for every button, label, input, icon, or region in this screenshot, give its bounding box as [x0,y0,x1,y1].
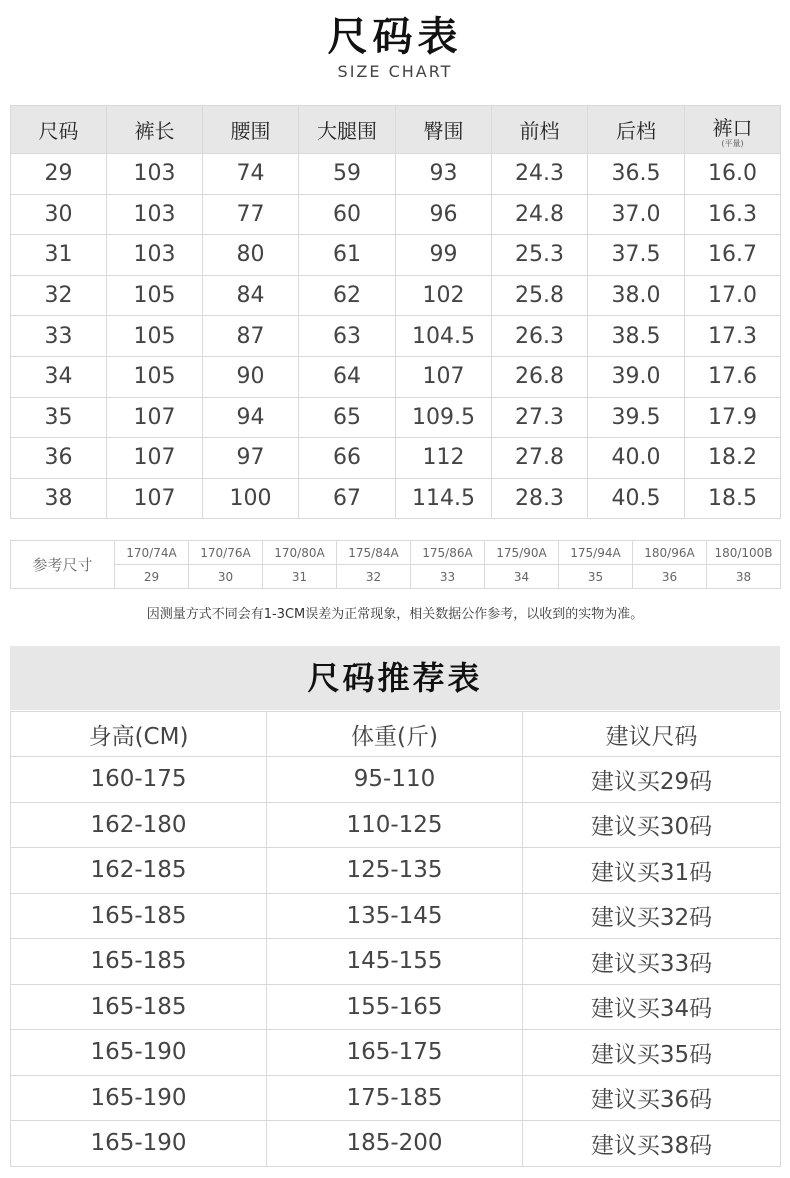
column-header: 裤长 [107,106,203,154]
table-cell: 24.8 [492,194,588,235]
table-cell: 114.5 [396,478,492,519]
table-row [11,1121,781,1167]
table-row [11,939,781,985]
reference-size-cell: 35 [559,565,633,589]
table-cell: 175-185 [267,1075,523,1121]
table-cell: 84 [203,275,299,316]
table-cell: 66 [299,438,396,479]
table-row [11,275,781,316]
table-cell: 105 [107,316,203,357]
size-chart-header-row [11,106,781,154]
table-cell: 24.3 [492,154,588,195]
column-header: 建议尺码 [523,712,781,757]
table-cell: 36.5 [588,154,685,195]
table-row [11,154,781,195]
column-header: 尺码 [11,106,107,154]
table-cell: 102 [396,275,492,316]
table-cell: 37.5 [588,235,685,276]
column-header: 身高(CM) [11,712,267,757]
table-cell: 建议买32码 [523,893,781,939]
recommend-title: 尺码推荐表 [10,646,780,710]
table-cell: 96 [396,194,492,235]
table-cell: 29 [11,154,107,195]
reference-size-table [10,540,781,589]
table-cell: 107 [107,478,203,519]
column-header-note: (平量) [721,138,744,148]
reference-height-cell: 180/100B [707,541,781,565]
table-cell: 37.0 [588,194,685,235]
reference-size-cell: 36 [633,565,707,589]
table-cell: 39.0 [588,356,685,397]
table-cell: 62 [299,275,396,316]
table-cell: 建议买29码 [523,757,781,803]
table-cell: 125-135 [267,848,523,894]
table-cell: 建议买30码 [523,802,781,848]
column-header: 后档 [588,106,685,154]
table-cell: 26.3 [492,316,588,357]
table-cell: 建议买31码 [523,848,781,894]
reference-size-cell: 34 [485,565,559,589]
page-title: 尺码表 [327,14,463,60]
table-cell: 28.3 [492,478,588,519]
table-cell: 61 [299,235,396,276]
table-cell: 103 [107,194,203,235]
table-cell: 建议买38码 [523,1121,781,1167]
table-cell: 63 [299,316,396,357]
table-row [11,848,781,894]
table-cell: 162-185 [11,848,267,894]
table-cell: 40.5 [588,478,685,519]
table-cell: 107 [396,356,492,397]
table-row [11,893,781,939]
table-cell: 165-185 [11,893,267,939]
table-cell: 93 [396,154,492,195]
column-header: 腰围 [203,106,299,154]
table-cell: 25.3 [492,235,588,276]
reference-size-cell: 32 [337,565,411,589]
table-row [11,1030,781,1076]
column-header: 大腿围 [299,106,396,154]
reference-height-cell: 175/94A [559,541,633,565]
reference-size-cell: 30 [189,565,263,589]
table-cell: 109.5 [396,397,492,438]
table-cell: 74 [203,154,299,195]
table-row [11,356,781,397]
table-cell: 145-155 [267,939,523,985]
reference-size-cell: 31 [263,565,337,589]
reference-height-cell: 170/76A [189,541,263,565]
table-cell: 90 [203,356,299,397]
table-cell: 165-190 [11,1030,267,1076]
table-cell: 建议买33码 [523,939,781,985]
table-cell: 99 [396,235,492,276]
table-cell: 103 [107,154,203,195]
table-cell: 30 [11,194,107,235]
table-cell: 94 [203,397,299,438]
table-cell: 17.3 [685,316,781,357]
table-cell: 105 [107,356,203,397]
table-row [11,397,781,438]
reference-size-row [11,565,781,589]
table-cell: 38 [11,478,107,519]
reference-height-cell: 175/84A [337,541,411,565]
reference-height-cell: 170/74A [115,541,189,565]
table-cell: 33 [11,316,107,357]
reference-size-cell: 33 [411,565,485,589]
table-row [11,1075,781,1121]
table-cell: 59 [299,154,396,195]
table-cell: 65 [299,397,396,438]
table-cell: 77 [203,194,299,235]
table-cell: 185-200 [267,1121,523,1167]
table-cell: 40.0 [588,438,685,479]
table-cell: 95-110 [267,757,523,803]
table-cell: 165-185 [11,984,267,1030]
table-row [11,802,781,848]
reference-height-cell: 170/80A [263,541,337,565]
column-header: 体重(斤) [267,712,523,757]
table-cell: 27.8 [492,438,588,479]
table-cell: 32 [11,275,107,316]
table-cell: 105 [107,275,203,316]
table-cell: 165-185 [11,939,267,985]
table-cell: 67 [299,478,396,519]
table-cell: 97 [203,438,299,479]
table-cell: 建议买34码 [523,984,781,1030]
table-cell: 165-190 [11,1075,267,1121]
reference-size-cell: 29 [115,565,189,589]
size-chart-table [10,105,781,519]
table-cell: 34 [11,356,107,397]
table-cell: 38.0 [588,275,685,316]
table-cell: 27.3 [492,397,588,438]
table-row [11,478,781,519]
table-cell: 87 [203,316,299,357]
table-cell: 160-175 [11,757,267,803]
reference-height-row [11,541,781,565]
table-row [11,235,781,276]
table-cell: 100 [203,478,299,519]
table-cell: 64 [299,356,396,397]
table-cell: 35 [11,397,107,438]
table-cell: 17.6 [685,356,781,397]
table-cell: 建议买35码 [523,1030,781,1076]
reference-height-cell: 175/86A [411,541,485,565]
table-cell: 110-125 [267,802,523,848]
table-row [11,194,781,235]
table-cell: 165-190 [11,1121,267,1167]
reference-height-cell: 180/96A [633,541,707,565]
measurement-note: 因测量方式不同会有1-3CM误差为正常现象，相关数据公作参考，以收到的实物为准。 [146,607,644,622]
table-cell: 16.0 [685,154,781,195]
table-cell: 103 [107,235,203,276]
table-cell: 36 [11,438,107,479]
table-row [11,438,781,479]
table-cell: 16.7 [685,235,781,276]
table-cell: 107 [107,438,203,479]
column-header-label: 裤口 [712,115,753,140]
table-cell: 165-175 [267,1030,523,1076]
table-cell: 31 [11,235,107,276]
table-cell: 135-145 [267,893,523,939]
table-cell: 18.2 [685,438,781,479]
table-cell: 104.5 [396,316,492,357]
table-cell: 60 [299,194,396,235]
table-cell: 26.8 [492,356,588,397]
table-row [11,757,781,803]
table-cell: 80 [203,235,299,276]
table-cell: 112 [396,438,492,479]
table-cell: 38.5 [588,316,685,357]
column-header: 臀围 [396,106,492,154]
table-cell: 17.0 [685,275,781,316]
column-header-cuff [685,106,781,154]
table-cell: 18.5 [685,478,781,519]
table-row [11,316,781,357]
table-cell: 107 [107,397,203,438]
table-cell: 162-180 [11,802,267,848]
recommend-header-row [11,712,781,757]
recommend-table [10,711,781,1167]
table-row [11,984,781,1030]
page-subtitle: SIZE CHART [337,62,453,81]
table-cell: 建议买36码 [523,1075,781,1121]
column-header: 前档 [492,106,588,154]
table-cell: 17.9 [685,397,781,438]
table-cell: 155-165 [267,984,523,1030]
reference-height-cell: 175/90A [485,541,559,565]
reference-label: 参考尺寸 [11,541,115,589]
reference-size-cell: 38 [707,565,781,589]
table-cell: 25.8 [492,275,588,316]
table-cell: 39.5 [588,397,685,438]
table-cell: 16.3 [685,194,781,235]
